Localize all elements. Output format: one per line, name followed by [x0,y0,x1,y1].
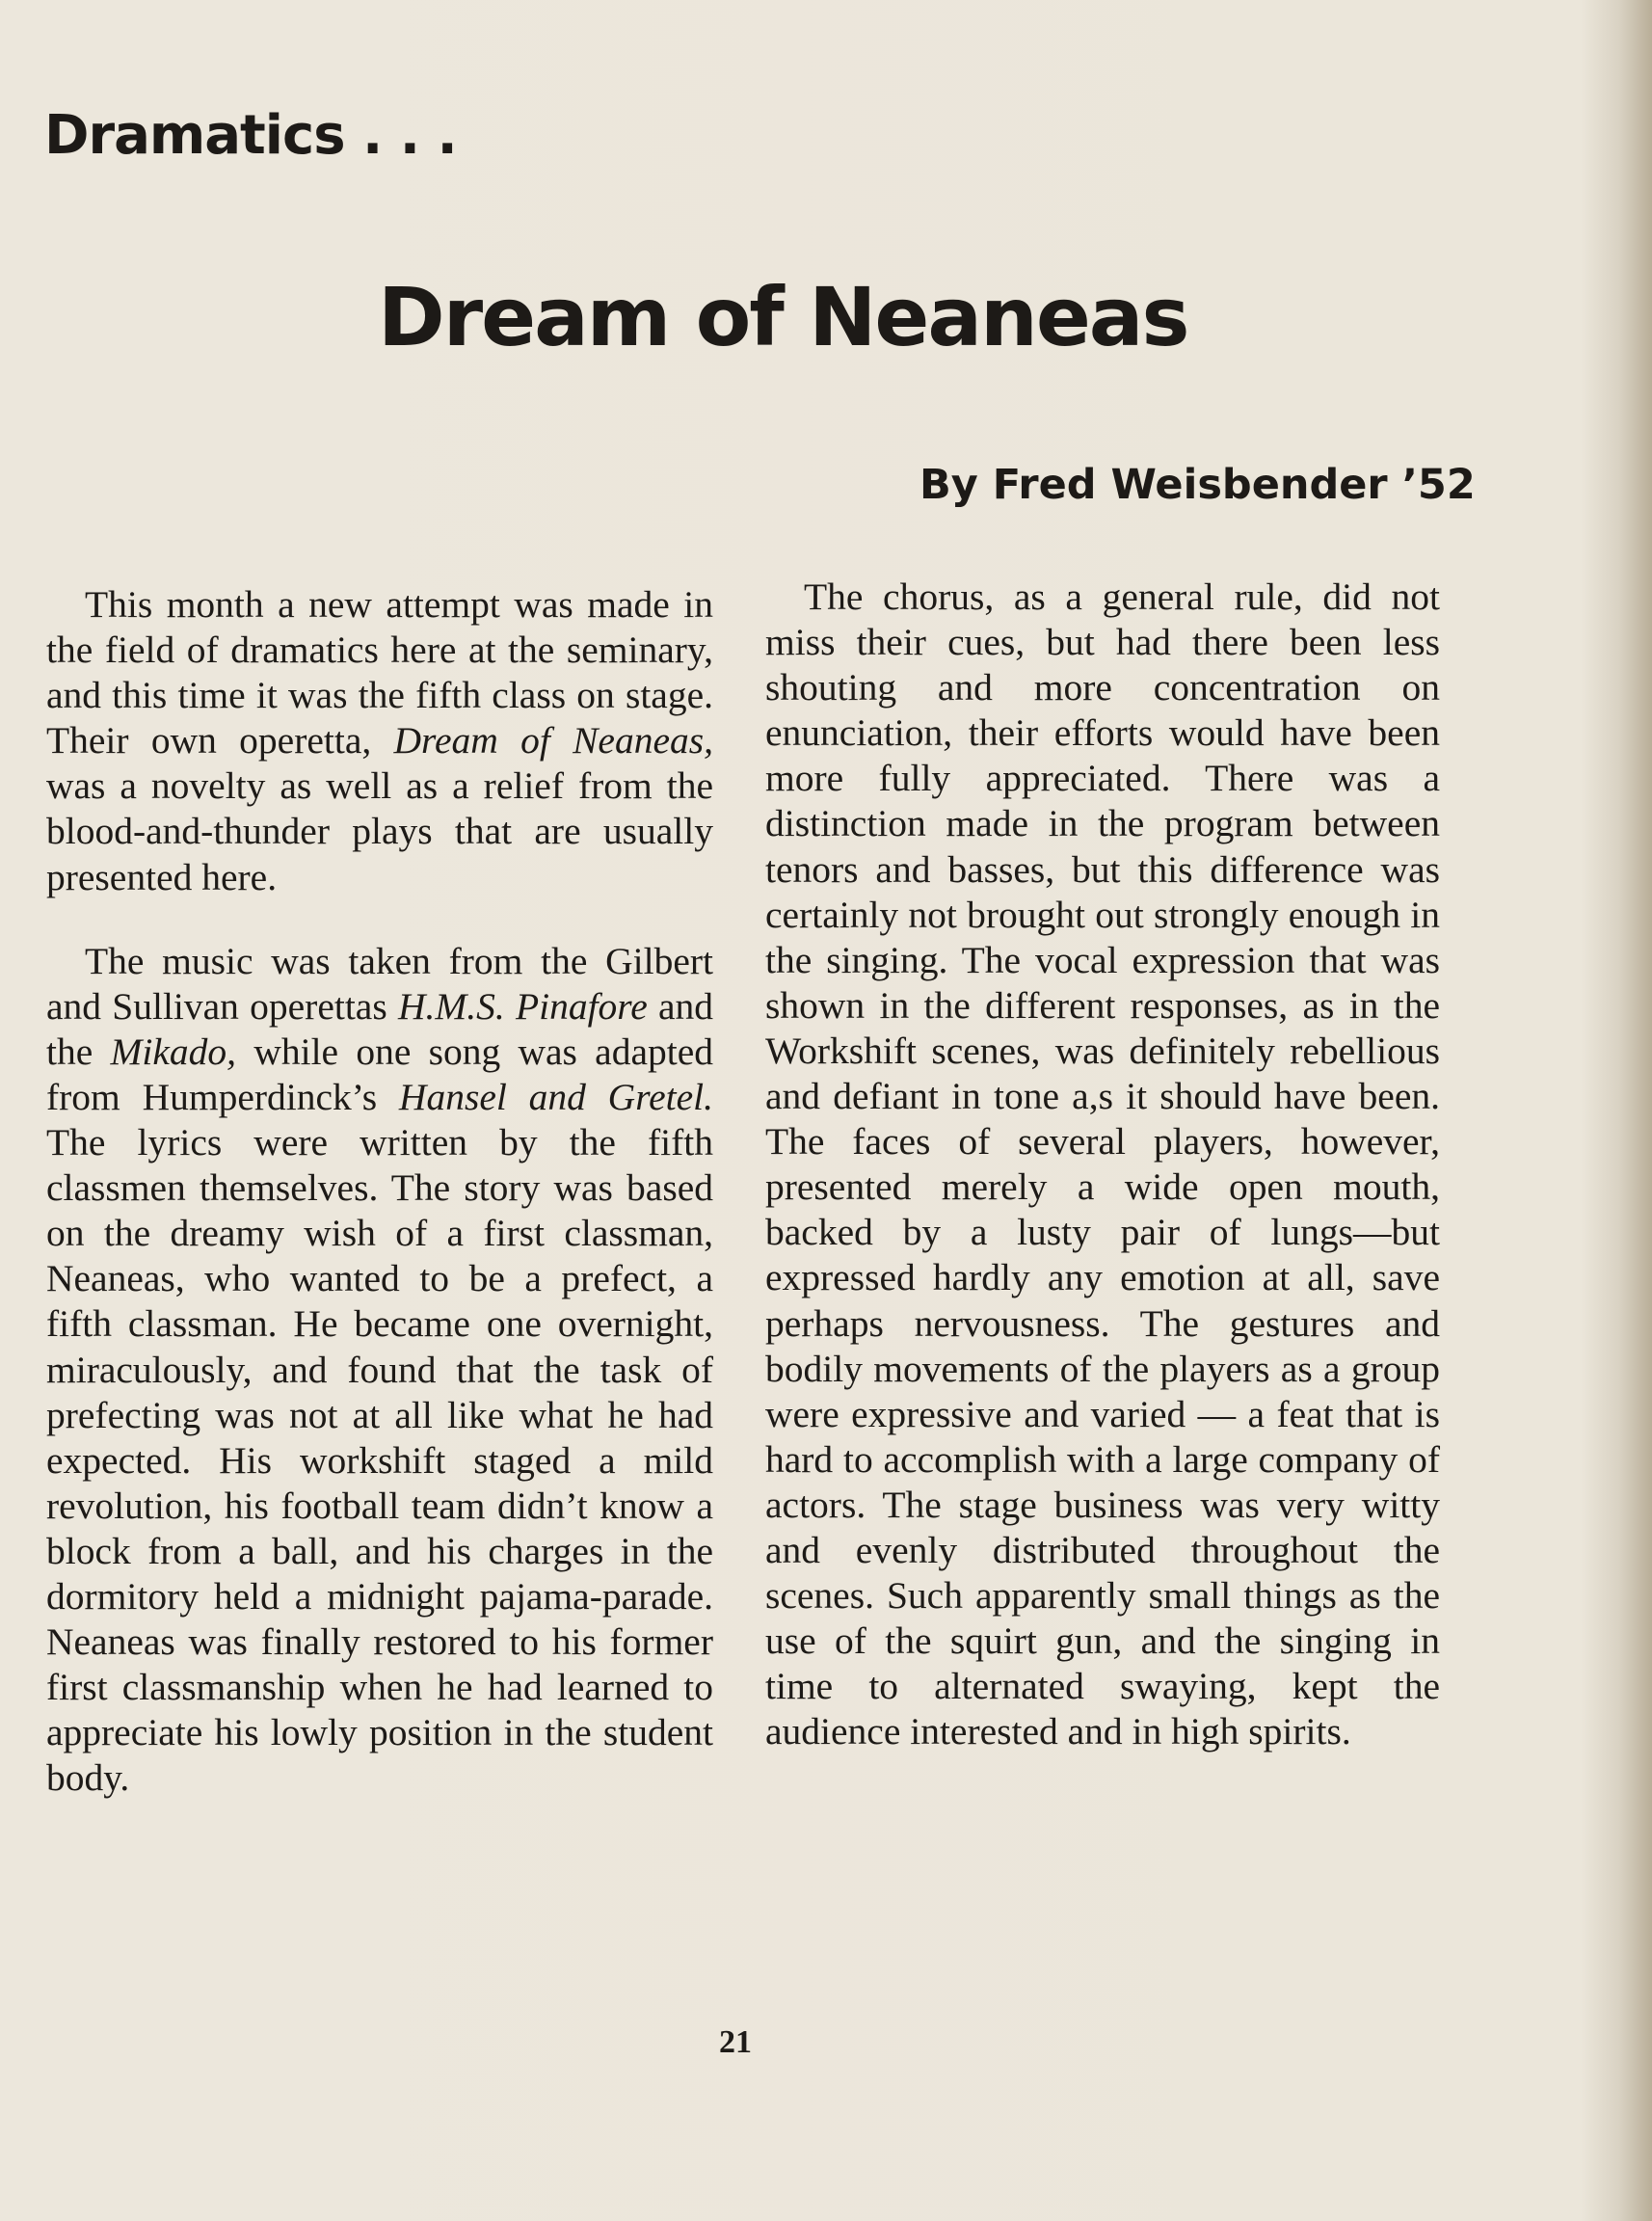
paragraph-2 [46,939,713,1802]
paragraph-3: The chorus, as a general rule, did not miss their cues, but had there been less shouting and more concentration on enunciation, their efforts would have been more fully appreciated. There was a distinction made in the program between tenors and basses, but this difference was certainly not brought out strongly enough in the singing. The vocal expression that was shown in the different responses, as in the Workshift scenes, was definitely rebellious and defiant in tone a,s it should have been. The faces of several players, however, presented merely a wide open mouth, backed by a lusty pair of lungs—but expressed hardly any emotion at all, save perhaps nervousness. The gestures and bodily movements of the players as a group were expressive and varied — a feat that is hard to accomplish with a large company of actors. The stage business was very witty and evenly distributed throughout the scenes. Such apparently small things as the use of the squirt gun, and the singing in time to alternated swaying, kept the audience interested and in high spirits. [765,575,1440,1753]
paragraph-1-text-b: was a novelty as well as a relief from the blood-and-thunder plays that are usually presented here. [46,764,713,898]
page-number: 21 [719,2024,752,2060]
paragraph-1 [46,582,713,900]
paragraph-gap [46,900,713,939]
paragraph-2-text-b: and the [46,984,713,1073]
right-column [765,575,1440,1754]
paragraph-2-text-a: The music was taken from the Gilbert and Sullivan operettas [46,939,713,1028]
byline: By Fred Weisbender ’52 [919,461,1476,509]
operetta-title: Dream of Neaneas, [393,719,713,763]
paragraph-1-text-a: This month a new attempt was made in the field of dramatics here at the seminary, and this time it was the fifth class on stage. Their own operetta, [46,583,713,763]
left-column [46,582,713,1801]
section-label: Dramatics . . . [44,104,457,167]
pinafore-title: H.M.S. Pinafore [397,984,648,1028]
paragraph-2-text-d: The lyrics were written by the fifth classmen themselves. The story was based on the dreamy wish of a first classman, Neaneas, who wanted to be a prefect, a fifth classman. He became one overnight, miraculously, and found that the task of prefecting was not at all like what he had expected. His workshift staged a mild revolution, his football team didn’t know a block from a ball, and his charges in the dormitory held a midnight pajama-parade. Neaneas was finally restored to his former first classmanship when he had learned to appreciate his lowly position in the student body. [46,1121,713,1800]
paragraph-2-text-c: while one song was adapted from Humperdinck’s [46,1030,713,1118]
mikado-title: Mikado, [110,1030,237,1073]
article-title: Dream of Neaneas [378,270,1188,364]
hansel-gretel-title: Hansel and Gretel. [398,1075,713,1118]
